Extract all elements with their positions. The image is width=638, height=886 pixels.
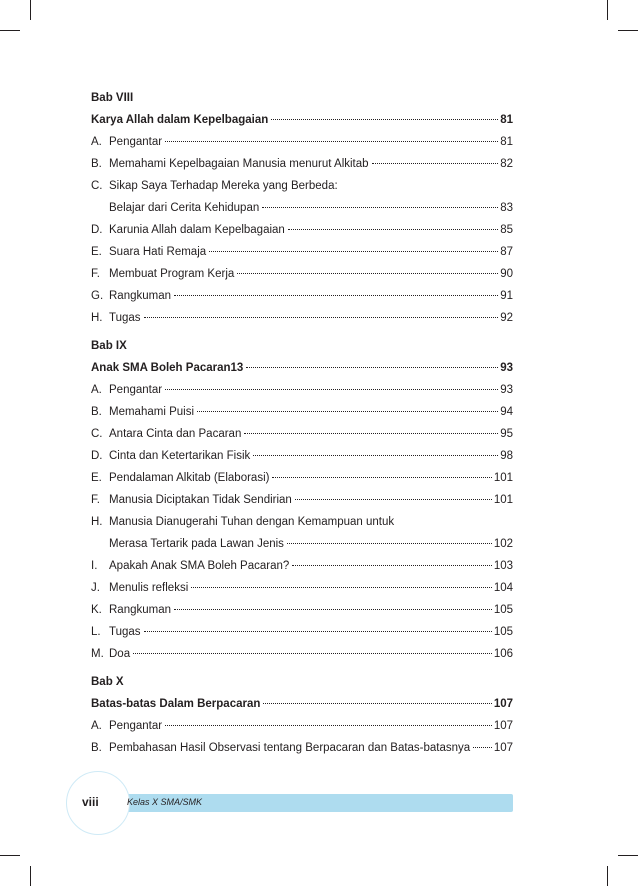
entry-text: Memahami Puisi bbox=[109, 406, 194, 418]
chapter-number: Bab IX bbox=[91, 340, 127, 352]
entry-text: Doa bbox=[109, 648, 131, 660]
entry-text: Pengantar bbox=[109, 384, 163, 396]
leader-dots bbox=[292, 565, 492, 566]
entry-text: Rangkuman bbox=[109, 290, 172, 302]
entry-text: Pengantar bbox=[109, 720, 163, 732]
entry-label: B. bbox=[91, 742, 102, 754]
entry-text: Apakah Anak SMA Boleh Pacaran? bbox=[109, 560, 290, 572]
entry-label: C. bbox=[91, 180, 103, 192]
page-ref: 95 bbox=[500, 428, 513, 440]
toc-entry[interactable] bbox=[91, 241, 513, 263]
page-ref: 90 bbox=[500, 268, 513, 280]
leader-dots bbox=[473, 747, 492, 748]
leader-dots bbox=[246, 367, 498, 368]
entry-text: Merasa Tertarik pada Lawan Jenis bbox=[109, 538, 284, 550]
crop-mark bbox=[618, 855, 638, 856]
page-ref: 85 bbox=[500, 224, 513, 236]
entry-text: Menulis refleksi bbox=[109, 582, 189, 594]
leader-dots bbox=[262, 207, 498, 208]
entry-label: C. bbox=[91, 428, 103, 440]
entry-label: B. bbox=[91, 158, 102, 170]
leader-dots bbox=[165, 725, 492, 726]
toc-entry[interactable] bbox=[91, 197, 513, 219]
page-ref: 106 bbox=[493, 648, 513, 660]
toc-entry[interactable] bbox=[91, 307, 513, 329]
toc-entry[interactable] bbox=[91, 401, 513, 423]
entry-text: Pengantar bbox=[109, 136, 163, 148]
page-ref: 98 bbox=[500, 450, 513, 462]
crop-mark bbox=[0, 855, 20, 856]
entry-text: Belajar dari Cerita Kehidupan bbox=[109, 202, 260, 214]
entry-label: D. bbox=[91, 224, 103, 236]
entry-label: B. bbox=[91, 406, 102, 418]
leader-dots bbox=[144, 631, 492, 632]
crop-mark bbox=[0, 30, 20, 31]
leader-dots bbox=[244, 433, 498, 434]
page-number: viii bbox=[82, 795, 99, 809]
toc-entry[interactable] bbox=[91, 285, 513, 307]
toc-entry[interactable] bbox=[91, 599, 513, 621]
page-ref: 83 bbox=[500, 202, 513, 214]
leader-dots bbox=[263, 703, 491, 704]
page-ref: 92 bbox=[500, 312, 513, 324]
page-ref: 107 bbox=[493, 698, 513, 710]
entry-label: K. bbox=[91, 604, 102, 616]
leader-dots bbox=[253, 455, 498, 456]
toc-entry[interactable] bbox=[91, 715, 513, 737]
table-of-contents bbox=[91, 87, 513, 759]
chapter-title: Karya Allah dalam Kepelbagaian bbox=[91, 114, 269, 126]
entry-label: F. bbox=[91, 268, 100, 280]
page-ref: 81 bbox=[500, 136, 513, 148]
chapter-title-row[interactable] bbox=[91, 693, 513, 715]
page-ref: 107 bbox=[493, 742, 513, 754]
page-ref: 82 bbox=[500, 158, 513, 170]
entry-label: H. bbox=[91, 516, 103, 528]
page-ref: 93 bbox=[500, 362, 513, 374]
page-ref: 81 bbox=[500, 114, 513, 126]
entry-text: Sikap Saya Terhadap Mereka yang Berbeda: bbox=[109, 180, 338, 192]
crop-mark bbox=[607, 0, 608, 20]
page-ref: 104 bbox=[493, 582, 513, 594]
entry-text: Tugas bbox=[109, 312, 141, 324]
leader-dots bbox=[174, 295, 498, 296]
toc-entry[interactable] bbox=[91, 489, 513, 511]
leader-dots bbox=[372, 163, 499, 164]
entry-label: J. bbox=[91, 582, 100, 594]
entry-label: G. bbox=[91, 290, 104, 302]
page-ref: 101 bbox=[493, 494, 513, 506]
page-ref: 102 bbox=[493, 538, 513, 550]
entry-label: E. bbox=[91, 472, 102, 484]
chapter-number: Bab VIII bbox=[91, 92, 134, 104]
leader-dots bbox=[144, 317, 499, 318]
entry-text: Karunia Allah dalam Kepelbagaian bbox=[109, 224, 285, 236]
chapter-title: Anak SMA Boleh Pacaran13 bbox=[91, 362, 244, 374]
toc-entry[interactable] bbox=[91, 621, 513, 643]
chapter-title-row[interactable] bbox=[91, 357, 513, 379]
entry-label: I. bbox=[91, 560, 98, 572]
toc-entry[interactable] bbox=[91, 153, 513, 175]
chapter-title: Batas-batas Dalam Berpacaran bbox=[91, 698, 261, 710]
leader-dots bbox=[165, 389, 498, 390]
leader-dots bbox=[237, 273, 498, 274]
entry-text: Memahami Kepelbagaian Manusia menurut Alkitab bbox=[109, 158, 369, 170]
leader-dots bbox=[133, 653, 492, 654]
toc-entry[interactable] bbox=[91, 175, 513, 197]
leader-dots bbox=[209, 251, 498, 252]
entry-text: Antara Cinta dan Pacaran bbox=[109, 428, 242, 440]
leader-dots bbox=[271, 119, 498, 120]
toc-entry[interactable] bbox=[91, 511, 513, 533]
toc-entry[interactable] bbox=[91, 577, 513, 599]
entry-text: Pembahasan Hasil Observasi tentang Berpacaran dan Batas-batasnya bbox=[109, 742, 471, 754]
toc-entry[interactable] bbox=[91, 423, 513, 445]
leader-dots bbox=[295, 499, 492, 500]
page-ref: 94 bbox=[500, 406, 513, 418]
entry-text: Membuat Program Kerja bbox=[109, 268, 235, 280]
crop-mark bbox=[607, 866, 608, 886]
entry-text: Manusia Dianugerahi Tuhan dengan Kemampuan untuk bbox=[109, 516, 395, 528]
toc-entry[interactable] bbox=[91, 643, 513, 665]
toc-entry[interactable] bbox=[91, 467, 513, 489]
toc-entry[interactable] bbox=[91, 737, 513, 759]
page-ref: 101 bbox=[493, 472, 513, 484]
entry-text: Rangkuman bbox=[109, 604, 172, 616]
page-ref: 107 bbox=[493, 720, 513, 732]
toc-entry[interactable] bbox=[91, 219, 513, 241]
entry-text: Suara Hati Remaja bbox=[109, 246, 207, 258]
leader-dots bbox=[165, 141, 498, 142]
entry-label: A. bbox=[91, 136, 102, 148]
leader-dots bbox=[272, 477, 491, 478]
entry-text: Tugas bbox=[109, 626, 141, 638]
leader-dots bbox=[197, 411, 498, 412]
toc-entry[interactable] bbox=[91, 379, 513, 401]
entry-label: M. bbox=[91, 648, 104, 660]
crop-mark bbox=[30, 0, 31, 20]
crop-mark bbox=[618, 30, 638, 31]
page-ref: 105 bbox=[493, 604, 513, 616]
entry-text: Pendalaman Alkitab (Elaborasi) bbox=[109, 472, 270, 484]
toc-entry[interactable] bbox=[91, 533, 513, 555]
entry-label: A. bbox=[91, 720, 102, 732]
crop-mark bbox=[30, 866, 31, 886]
leader-dots bbox=[174, 609, 492, 610]
entry-label: F. bbox=[91, 494, 100, 506]
toc-entry[interactable] bbox=[91, 555, 513, 577]
chapter-title-row[interactable] bbox=[91, 109, 513, 131]
entry-label: L. bbox=[91, 626, 101, 638]
entry-label: E. bbox=[91, 246, 102, 258]
entry-label: A. bbox=[91, 384, 102, 396]
chapter-number: Bab X bbox=[91, 676, 124, 688]
page-ref: 87 bbox=[500, 246, 513, 258]
toc-entry[interactable] bbox=[91, 131, 513, 153]
leader-dots bbox=[191, 587, 492, 588]
entry-text: Manusia Diciptakan Tidak Sendirian bbox=[109, 494, 292, 506]
page-ref: 103 bbox=[493, 560, 513, 572]
page-ref: 105 bbox=[493, 626, 513, 638]
toc-entry[interactable] bbox=[91, 263, 513, 285]
entry-label: D. bbox=[91, 450, 103, 462]
book-label: Kelas X SMA/SMK bbox=[127, 797, 203, 807]
page-ref: 91 bbox=[500, 290, 513, 302]
leader-dots bbox=[287, 543, 492, 544]
entry-text: Cinta dan Ketertarikan Fisik bbox=[109, 450, 251, 462]
entry-label: H. bbox=[91, 312, 103, 324]
page-ref: 93 bbox=[500, 384, 513, 396]
leader-dots bbox=[288, 229, 498, 230]
toc-entry[interactable] bbox=[91, 445, 513, 467]
